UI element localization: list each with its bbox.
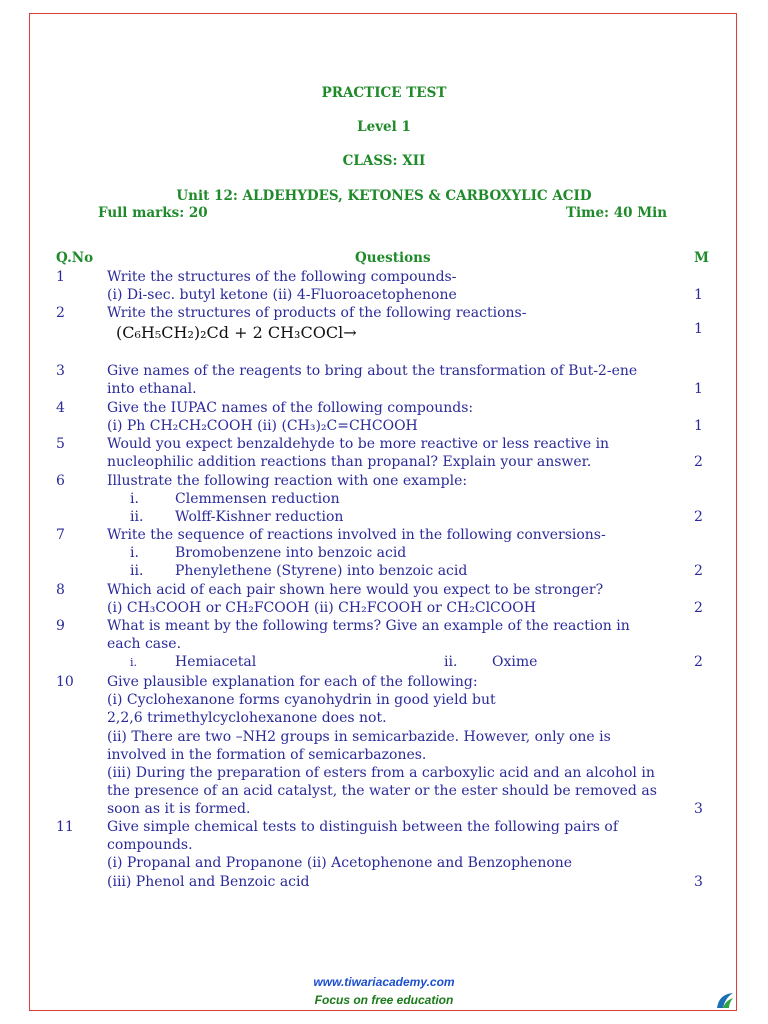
question-text: into ethanal. [107, 381, 197, 398]
question-text: nucleophilic addition reactions than propanal? Explain your answer. [107, 454, 592, 471]
sub-item-text: Hemiacetal [175, 654, 257, 671]
logo-icon [715, 990, 735, 1010]
marks-value: 2 [694, 563, 703, 580]
sub-item-index: ii. [130, 509, 144, 526]
marks-value: 3 [694, 801, 703, 818]
footer-website[interactable]: www.tiwariacademy.com [313, 975, 455, 989]
question-number: 5 [56, 436, 65, 452]
col-qno: Q.No [56, 250, 94, 266]
question-text: Give the IUPAC names of the following compounds: [107, 400, 474, 416]
question-text: Give names of the reagents to bring about the transformation of But-2-ene [107, 363, 638, 379]
question-number: 11 [56, 819, 74, 835]
question-text: each case. [107, 636, 182, 653]
question-text: (i) Cyclohexanone forms cyanohydrin in good yield but [107, 692, 496, 709]
sub-item-index: i. [130, 545, 139, 562]
marks-value: 2 [694, 600, 703, 617]
question-number: 4 [56, 400, 65, 416]
page-title: PRACTICE TEST [321, 85, 447, 101]
question-text: Which acid of each pair shown here would you expect to be stronger? [107, 582, 604, 598]
question-number: 6 [56, 473, 65, 489]
footer-tagline: Focus on free education [314, 993, 454, 1007]
question-number: 2 [56, 305, 65, 321]
sub-item-index: ii. [444, 654, 458, 671]
question-text: (i) Propanal and Propanone (ii) Acetophenone and Benzophenone [107, 855, 573, 872]
question-text: (i) Di-sec. butyl ketone (ii) 4-Fluoroacetophenone [107, 287, 457, 304]
class-label: CLASS: XII [342, 153, 426, 169]
question-text: Write the sequence of reactions involved in the following conversions- [107, 527, 606, 543]
question-number: 3 [56, 363, 65, 379]
marks-value: 1 [694, 381, 703, 398]
question-text: (iii) During the preparation of esters from a carboxylic acid and an alcohol in [107, 765, 655, 781]
sub-item-index: i. [130, 656, 138, 670]
marks-value: 3 [694, 873, 703, 890]
question-text: compounds. [107, 837, 193, 854]
reaction-formula: (C₆H₅CH₂)₂Cd + 2 CH₃COCl→ [116, 323, 357, 342]
col-questions: Questions [355, 250, 431, 266]
sub-item-index: ii. [130, 563, 144, 580]
question-text: Give simple chemical tests to distinguish between the following pairs of [107, 819, 619, 835]
question-text: 2,2,6 trimethylcyclohexanone does not. [107, 710, 387, 727]
question-text: Write the structures of products of the following reactions- [107, 305, 527, 321]
question-text: (ii) There are two –NH2 groups in semicarbazide. However, only one is [107, 728, 611, 745]
question-text: (i) CH₃COOH or CH₂FCOOH (ii) CH₂FCOOH or CH₂ClCOOH [107, 600, 536, 617]
question-number: 1 [56, 269, 65, 285]
question-text: Give plausible explanation for each of the following: [107, 674, 478, 690]
sub-item-index: i. [130, 491, 139, 508]
question-text: involved in the formation of semicarbazones. [107, 746, 427, 763]
sub-item-text: Wolff-Kishner reduction [175, 509, 344, 526]
sub-item-text: Clemmensen reduction [175, 491, 340, 508]
question-text: Illustrate the following reaction with one example: [107, 473, 468, 489]
sub-item-text: Phenylethene (Styrene) into benzoic acid [175, 563, 468, 580]
question-number: 7 [56, 527, 65, 543]
time-limit: Time: 40 Min [566, 205, 668, 221]
question-text: Would you expect benzaldehyde to be more reactive or less reactive in [107, 436, 610, 452]
sub-item-text: Bromobenzene into benzoic acid [175, 545, 407, 562]
col-marks: M [694, 250, 709, 266]
marks-value: 1 [694, 321, 703, 337]
question-text: What is meant by the following terms? Give an example of the reaction in [107, 618, 630, 634]
marks-value: 1 [694, 418, 703, 435]
question-text: soon as it is formed. [107, 801, 251, 818]
marks-value: 1 [694, 287, 703, 304]
marks-value: 2 [694, 654, 703, 671]
marks-value: 2 [694, 454, 703, 471]
unit-title: Unit 12: ALDEHYDES, KETONES & CARBOXYLIC ACID [176, 188, 592, 204]
sub-item-text: Oxime [492, 654, 538, 671]
level-label: Level 1 [357, 119, 411, 135]
question-text: Write the structures of the following compounds- [107, 269, 457, 285]
question-text: the presence of an acid catalyst, the water or the ester should be removed as [107, 783, 657, 800]
marks-value: 2 [694, 509, 703, 526]
question-number: 9 [56, 618, 65, 634]
question-number: 8 [56, 582, 65, 598]
question-text: (iii) Phenol and Benzoic acid [107, 873, 310, 890]
question-text: (i) Ph CH₂CH₂COOH (ii) (CH₃)₂C=CHCOOH [107, 418, 418, 435]
question-number: 10 [56, 674, 74, 690]
full-marks: Full marks: 20 [98, 205, 208, 221]
